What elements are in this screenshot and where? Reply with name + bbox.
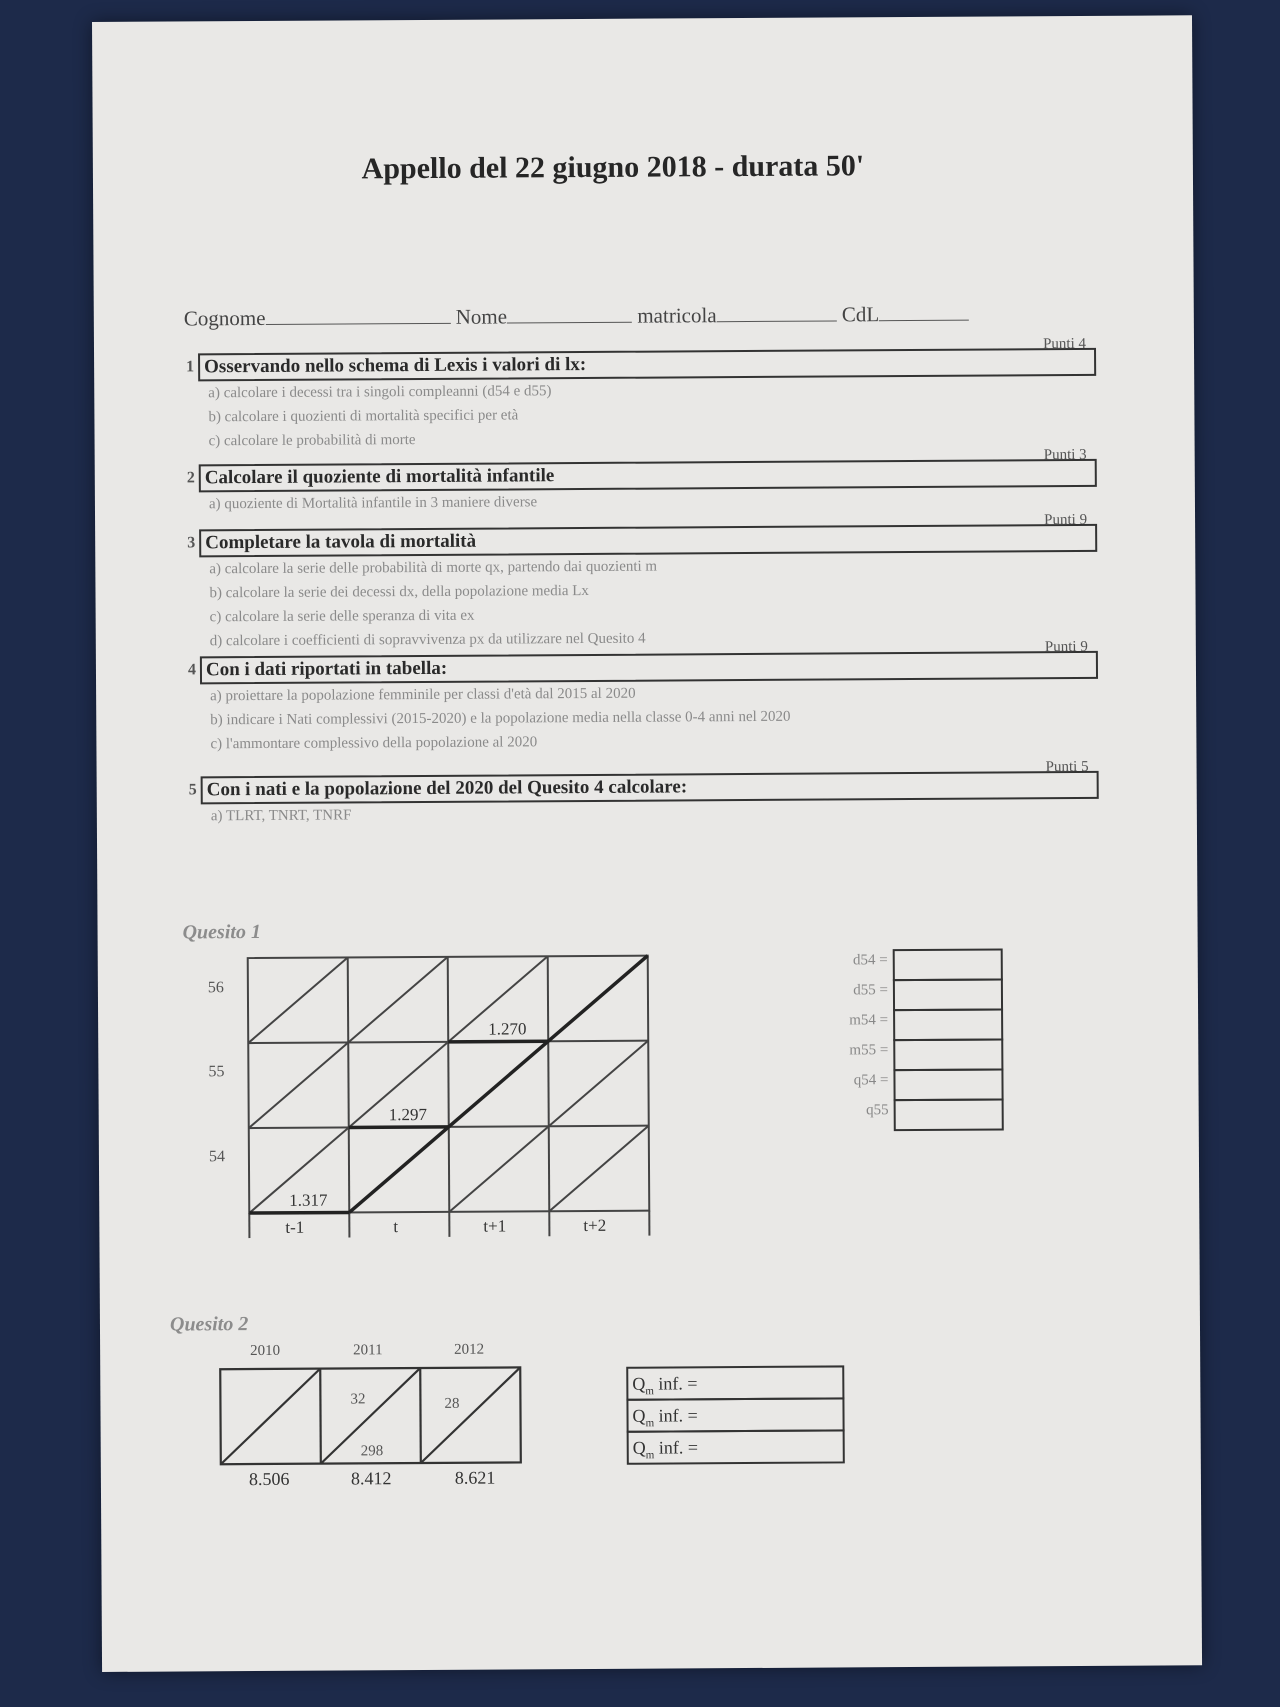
age-label-54: 54	[208, 1148, 225, 1166]
deaths-value: 298	[360, 1443, 384, 1460]
answer-box-q55[interactable]	[894, 1098, 1004, 1131]
births-value: 8.412	[350, 1468, 392, 1489]
question-items	[208, 376, 1096, 453]
field-label-cognome: Cognome	[183, 305, 266, 331]
question-item: c) l'ammontare complessivo della popolazione al 2020	[210, 734, 538, 753]
question-5	[188, 758, 1099, 829]
answer-box-qm-inf-3[interactable]: $Q_m$ inf. =	[627, 1429, 845, 1464]
births-value: 8.621	[454, 1467, 496, 1488]
question-item: b) calcolare i quozienti di mortalità specifici per età	[208, 407, 519, 426]
age-label-56: 56	[207, 979, 224, 997]
question-item: b) calcolare la serie dei decessi dx, della popolazione media Lx	[209, 582, 589, 602]
infant-mortality-diagram	[218, 1337, 539, 1489]
points-label: Punti 3	[1043, 446, 1087, 464]
lx-value-1270: 1.270	[488, 1019, 527, 1039]
question-title: Osservando nello schema di Lexis i valori di lx:	[204, 353, 587, 378]
question-item: c) calcolare le probabilità di morte	[208, 432, 416, 450]
question-2-header	[186, 446, 1097, 492]
question-3	[187, 511, 1098, 654]
time-label-t-1: t-1	[285, 1217, 305, 1237]
question-number: 1	[186, 358, 195, 376]
result-label: m55 =	[849, 1042, 889, 1059]
lexis-diagram	[238, 954, 660, 1267]
births-value: 8.506	[248, 1468, 290, 1490]
quesito-2-label: Quesito 2	[169, 1313, 249, 1336]
age-label-55: 55	[208, 1063, 225, 1081]
question-item: a) quoziente di Mortalità infantile in 3 maniere diverse	[208, 494, 538, 513]
answer-label: inf. =	[658, 1373, 698, 1394]
quesito-1-label: Quesito 1	[182, 920, 261, 944]
question-number: 5	[188, 781, 197, 799]
answer-box-q54[interactable]	[893, 1068, 1003, 1101]
result-label: d55 =	[853, 982, 888, 999]
answer-label: inf. =	[658, 1405, 698, 1426]
question-title: Con i nati e la popolazione del 2020 del Quesito 4 calcolare:	[206, 776, 688, 801]
question-item: d) calcolare i coefficienti di sopravvivenza px da utilizzare nel Quesito 4	[209, 630, 646, 650]
question-items	[210, 679, 1098, 756]
question-1	[186, 335, 1097, 454]
deaths-value: 32	[350, 1391, 366, 1408]
question-item: a) TLRT, TNRT, TNRF	[210, 807, 352, 825]
question-number: 3	[187, 534, 196, 552]
question-5-header	[188, 758, 1099, 804]
question-1-header	[186, 335, 1096, 381]
question-number: 4	[187, 661, 197, 679]
result-label: d54 =	[852, 952, 888, 969]
question-title: Completare la tavola di mortalità	[205, 530, 477, 554]
points-label: Punti 9	[1044, 638, 1088, 656]
answer-box-qm-inf-1[interactable]: $Q_m$ inf. =	[626, 1365, 844, 1400]
field-label-matricola: matricola	[637, 303, 717, 328]
lx-value-1317: 1.317	[289, 1190, 328, 1210]
lx-value-1297: 1.297	[388, 1104, 427, 1125]
points-label: Punti 4	[1042, 335, 1087, 353]
result-label: q54 =	[853, 1072, 889, 1089]
answer-box-qm-inf-2[interactable]: $Q_m$ inf. =	[626, 1397, 844, 1432]
question-3-header	[187, 511, 1097, 557]
points-label: Punti 5	[1045, 758, 1089, 776]
answer-box-d55[interactable]	[893, 978, 1003, 1011]
answer-box-d54[interactable]	[893, 948, 1003, 981]
time-label-t+2: t+2	[583, 1215, 607, 1236]
field-label-nome: Nome	[455, 304, 508, 329]
question-2	[186, 446, 1097, 517]
nome-line[interactable]	[507, 318, 632, 324]
matricola-line[interactable]	[717, 316, 837, 322]
page-title: Appello del 22 giugno 2018 - durata 50'	[361, 149, 865, 186]
answer-box-m55[interactable]	[893, 1038, 1003, 1071]
year-label: 2012	[454, 1341, 485, 1358]
cognome-line[interactable]	[265, 319, 450, 325]
identification-line	[184, 301, 1084, 331]
question-number: 2	[186, 469, 195, 487]
cdl-line[interactable]	[879, 316, 969, 322]
year-label: 2010	[250, 1342, 281, 1360]
question-item: a) calcolare la serie delle probabilità di morte qx, partendo dai quozienti m	[209, 558, 658, 578]
answer-label: inf. =	[658, 1437, 698, 1458]
question-item: c) calcolare la serie delle speranza di vita ex	[209, 607, 475, 626]
field-label-cdl: CdL	[841, 302, 880, 327]
result-label: m54 =	[849, 1012, 889, 1029]
year-label: 2011	[353, 1342, 383, 1359]
question-item: a) proiettare la popolazione femminile per classi d'età dal 2015 al 2020	[210, 685, 636, 705]
time-label-t: t	[393, 1217, 399, 1237]
question-item: a) calcolare i decessi tra i singoli compleanni (d54 e d55)	[208, 383, 552, 402]
question-items	[209, 552, 1098, 653]
question-title: Calcolare il quoziente di mortalità infantile	[204, 465, 555, 489]
exam-sheet	[92, 15, 1202, 1672]
question-item: b) indicare i Nati complessivi (2015-2020) e la popolazione media nella classe 0-4 anni nel 2020	[210, 708, 791, 729]
result-label: q55	[866, 1102, 889, 1119]
answer-box-m54[interactable]	[893, 1008, 1003, 1041]
deaths-value: 28	[444, 1395, 460, 1412]
question-title: Con i dati riportati in tabella:	[205, 657, 448, 681]
points-label: Punti 9	[1044, 511, 1088, 529]
time-label-t+1: t+1	[483, 1216, 507, 1236]
